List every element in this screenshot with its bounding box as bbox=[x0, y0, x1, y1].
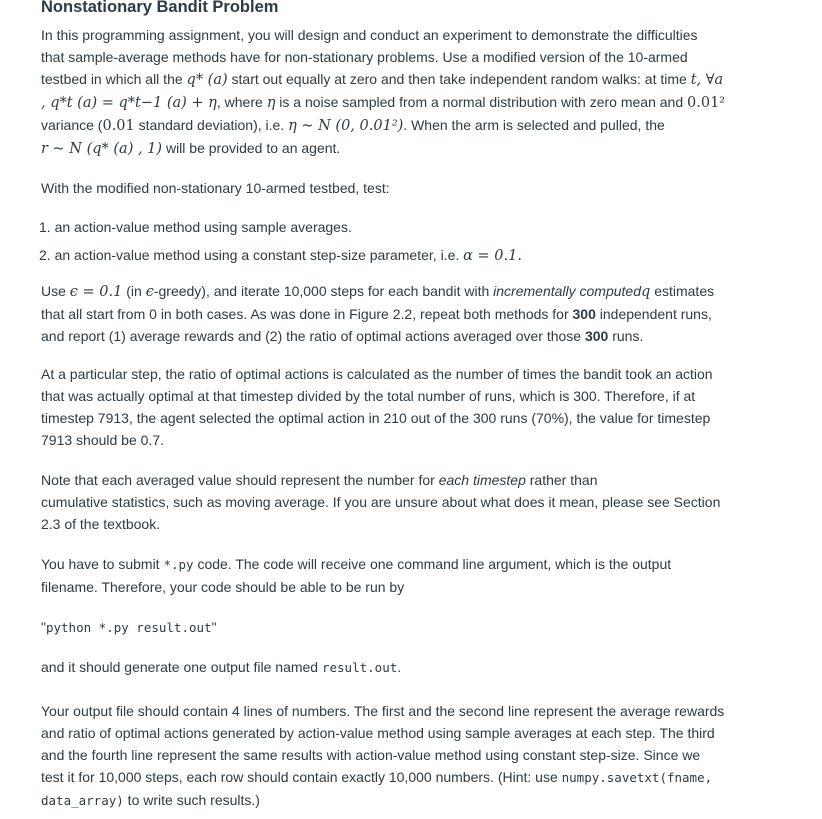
inline-code: *.py bbox=[163, 557, 194, 572]
output-paragraph bbox=[41, 700, 781, 812]
output-line: test it for 10,000 steps, each row should contain exactly 10,000 numbers. (Hint: use numpy.savetxt(fname, bbox=[41, 769, 713, 785]
method-list bbox=[41, 216, 781, 238]
method-list-2 bbox=[41, 244, 781, 267]
ratio-line: timestep 7913, the agent selected the optimal action in 210 out of the 300 runs (70%), the value for timestep bbox=[41, 410, 711, 426]
intro-line: variance (0.01 standard deviation), i.e. η ~ N (0, 0.01²). When the arm is selected and pulled, the bbox=[41, 117, 665, 134]
list-item: 2. an action-value method using a constant step-size parameter, i.e. α = 0.1. bbox=[39, 247, 522, 264]
math-t-forall: t, ∀a bbox=[690, 72, 724, 88]
output-line: data_array) to write such results.) bbox=[41, 792, 260, 808]
inline-code: data_array) bbox=[41, 793, 124, 808]
submit-line: filename. Therefore, your code should be able to be run by bbox=[41, 579, 405, 595]
ratio-line: 7913 should be 0.7. bbox=[41, 432, 164, 448]
ratio-paragraph bbox=[41, 363, 781, 451]
eps-line: and report (1) average rewards and (2) the ratio of optimal actions averaged over those 300 runs. bbox=[41, 328, 644, 344]
intro-line: , q*t (a) = q*t−1 (a) + η, where η is a noise sampled from a normal distribution with zero mean and 0.01² bbox=[41, 94, 726, 111]
note-line: cumulative statistics, such as moving average. If you are unsure about what does it mean, please see Section bbox=[41, 494, 721, 510]
page-title: Nonstationary Bandit Problem bbox=[41, 0, 279, 16]
intro-line: In this programming assignment, you will design and conduct an experiment to demonstrate the difficulties bbox=[41, 27, 698, 43]
epsilon-paragraph bbox=[41, 280, 781, 347]
math-q-star: q* (a) bbox=[186, 72, 228, 88]
ratio-line: that was actually optimal at that timestep divided by the total number of runs, which is 300. Therefore, if at bbox=[41, 388, 696, 404]
generate-paragraph bbox=[41, 656, 781, 679]
submit-paragraph bbox=[41, 553, 781, 598]
intro-paragraph bbox=[41, 24, 781, 160]
math-random-walk: , q*t (a) = q*t−1 (a) + η bbox=[41, 95, 217, 111]
intro-line: that sample-average methods have for non-stationary problems. Use a modified version of the 10-armed bbox=[41, 49, 688, 65]
test-intro-text: With the modified non-stationary 10-armed testbed, test: bbox=[41, 180, 390, 196]
eps-line: that all start from 0 in both cases. As was done in Figure 2.2, repeat both methods for 300 independent runs, bbox=[41, 306, 712, 322]
list-item: 1. an action-value method using sample averages. bbox=[39, 219, 352, 235]
test-intro bbox=[41, 177, 781, 199]
note-line: Note that each averaged value should represent the number for each timestep rather than bbox=[41, 472, 598, 488]
math-noise-dist: η ~ N (0, 0.01²) bbox=[288, 118, 404, 134]
intro-line: testbed in which all the q* (a) start out equally at zero and then take independent random walks: at time t, ∀a bbox=[41, 71, 724, 88]
command-line bbox=[41, 616, 781, 639]
submit-line: You have to submit *.py code. The code will receive one command line argument, which is the output bbox=[41, 556, 672, 572]
output-line: and ratio of optimal actions generated by action-value method using sample averages at each step. The third bbox=[41, 725, 715, 741]
note-paragraph bbox=[41, 469, 781, 535]
inline-code: result.out bbox=[321, 660, 398, 675]
generate-text: and it should generate one output file named result.out. bbox=[41, 659, 402, 675]
math-epsilon-value: ϵ = 0.1 bbox=[69, 284, 123, 300]
ratio-line: At a particular step, the ratio of optimal actions is calculated as the number of times the bandit took an action bbox=[41, 366, 713, 382]
inline-code: numpy.savetxt(fname, bbox=[561, 770, 713, 785]
math-reward-dist: r ~ N (q* (a) , 1) bbox=[41, 141, 163, 157]
note-line: 2.3 of the textbook. bbox=[41, 516, 161, 532]
eps-line: Use ϵ = 0.1 (in ϵ-greedy), and iterate 10,000 steps for each bandit with incrementally computedq estimates bbox=[41, 283, 715, 300]
math-alpha: α = 0.1. bbox=[463, 248, 522, 264]
command-text: "python *.py result.out" bbox=[41, 619, 217, 635]
command-code: python *.py result.out bbox=[45, 620, 212, 635]
intro-line: r ~ N (q* (a) , 1) will be provided to an agent. bbox=[41, 140, 341, 157]
output-line: and the fourth line represent the same results with action-value method using constant step-size. Since we bbox=[41, 747, 701, 763]
output-line: Your output file should contain 4 lines of numbers. The first and the second line represent the average rewards bbox=[41, 703, 725, 719]
